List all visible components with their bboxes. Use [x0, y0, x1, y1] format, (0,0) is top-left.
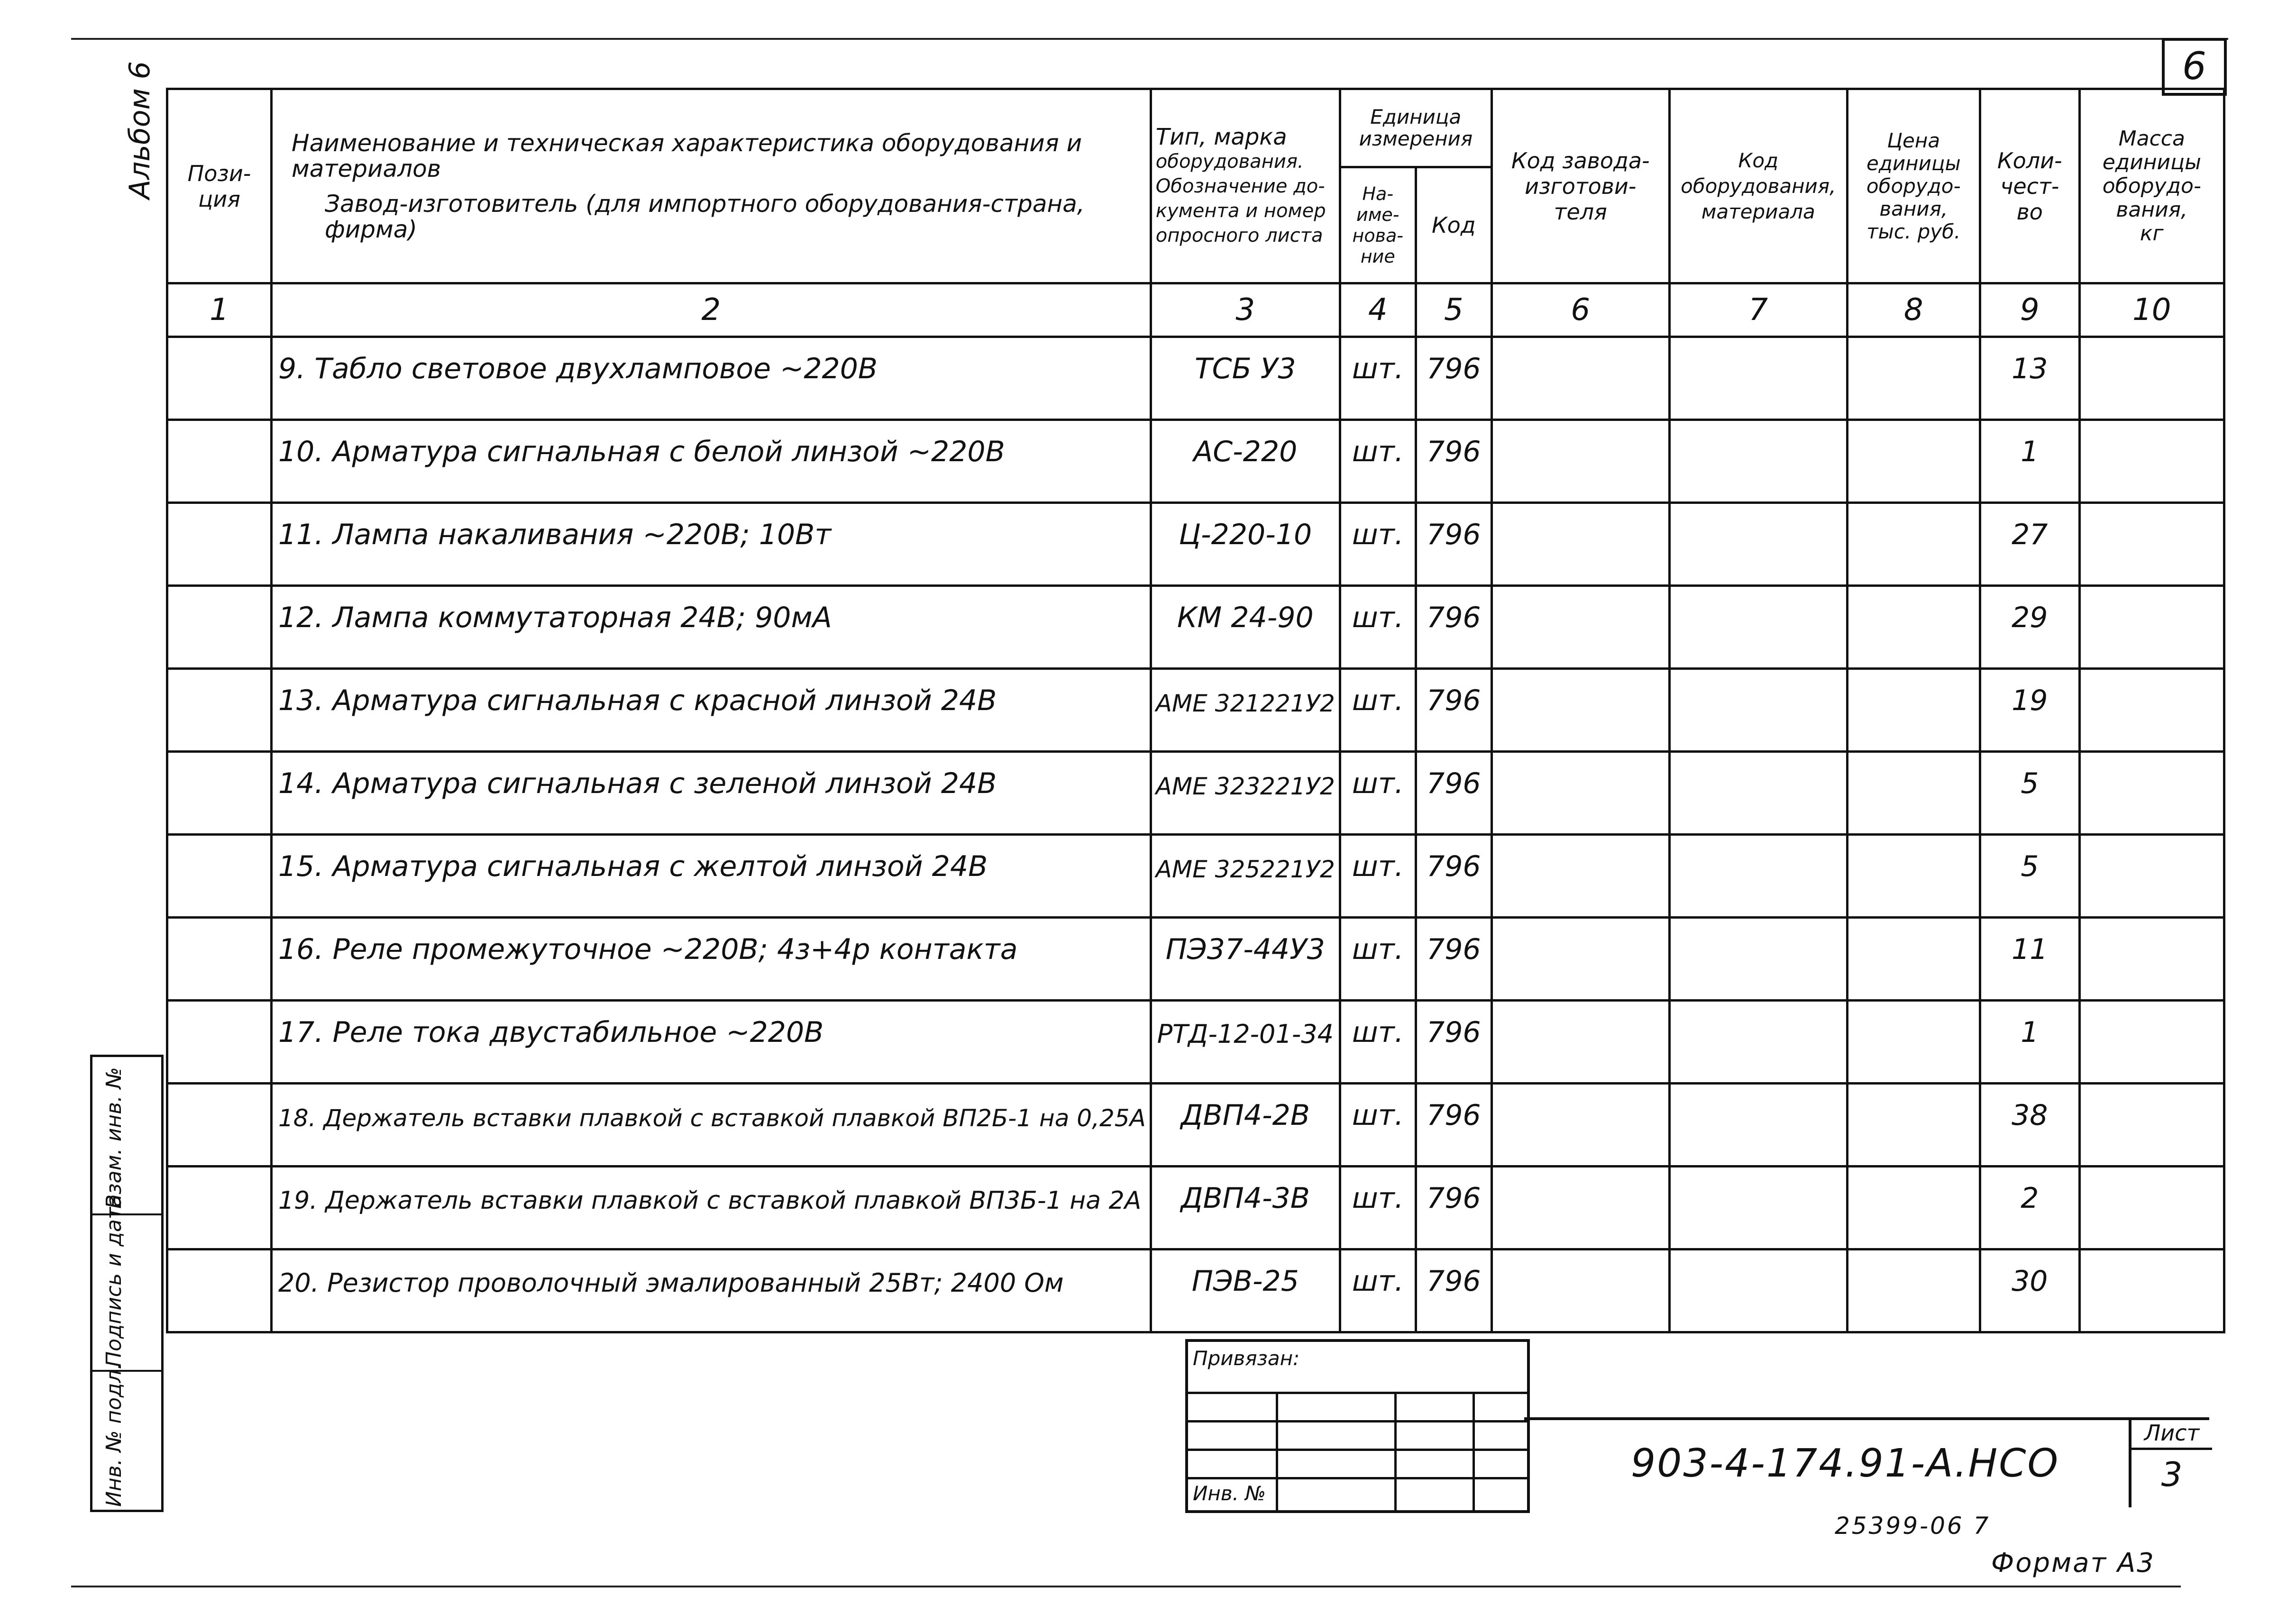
- item-name: 16. Реле промежуточное ~220В; 4з+4р контакта: [272, 918, 1151, 967]
- registration-number: 25399-06 7: [1835, 1512, 1991, 1540]
- table-row: [167, 918, 2224, 967]
- item-type: ДВП4-2В: [1151, 1084, 1340, 1132]
- item-qty: 2: [1980, 1167, 2079, 1215]
- sheet-box: [2129, 1417, 2212, 1507]
- item-type: ПЭ37-44У3: [1151, 918, 1340, 967]
- header-mass: Масса единицы оборудо- вания, кг: [2079, 89, 2224, 283]
- item-qty: 5: [1980, 835, 2079, 884]
- item-name: 13. Арматура сигнальная с красной линзой 24В: [272, 669, 1151, 718]
- item-type: ТСБ У3: [1151, 337, 1340, 386]
- item-qty: 5: [1980, 752, 2079, 801]
- item-qty: 1: [1980, 1001, 2079, 1049]
- table-row: [167, 586, 2224, 635]
- column-number: 10: [2079, 283, 2224, 337]
- stamp-divider: [1276, 1392, 1278, 1510]
- header-type: [1151, 89, 1340, 283]
- item-unit: шт.: [1340, 1249, 1416, 1298]
- column-number: 3: [1151, 283, 1340, 337]
- header-quantity: Коли- чест- во: [1980, 89, 2079, 283]
- item-unit: шт.: [1340, 420, 1416, 469]
- header-type-line3: Обозначение до-: [1155, 175, 1325, 197]
- sheet-value: 3: [2161, 1455, 2183, 1494]
- item-code: 796: [1416, 1167, 1491, 1215]
- item-unit: шт.: [1340, 669, 1416, 718]
- item-type: ДВП4-3В: [1151, 1167, 1340, 1215]
- item-qty: 13: [1980, 337, 2079, 386]
- item-type: АМЕ 321221У2: [1151, 669, 1340, 718]
- specification-table: [166, 88, 2225, 1333]
- sheet-number-top: 6: [2162, 38, 2227, 96]
- item-type: АС-220: [1151, 420, 1340, 469]
- item-type: РТД-12-01-34: [1151, 1001, 1340, 1049]
- item-qty: 29: [1980, 586, 2079, 635]
- table-row-spacer: [167, 1298, 2224, 1332]
- table-row-spacer: [167, 634, 2224, 669]
- item-code: 796: [1416, 503, 1491, 552]
- table-row: [167, 752, 2224, 801]
- item-unit: шт.: [1340, 835, 1416, 884]
- header-type-line5: опросного листа: [1155, 224, 1323, 246]
- column-number: 5: [1416, 283, 1491, 337]
- table-row: [167, 1084, 2224, 1132]
- header-name-line1: Наименование и техническая характеристика оборудования и материалов: [292, 129, 1082, 182]
- header-unit-code: Код: [1416, 167, 1491, 283]
- item-unit: шт.: [1340, 1167, 1416, 1215]
- table-row: [167, 1167, 2224, 1215]
- inv-no-label: Инв. №: [1193, 1482, 1266, 1505]
- header-type-line4: кумента и номер: [1155, 200, 1326, 222]
- header-equipment-code: Код оборудования, материала: [1669, 89, 1847, 283]
- table-row-spacer: [167, 468, 2224, 503]
- header-unit-name: На- име- нова- ние: [1340, 167, 1416, 283]
- side-approval-strip: [90, 1055, 164, 1512]
- header-name: [272, 89, 1151, 283]
- stamp-line: [1188, 1449, 1527, 1451]
- bottom-border-line: [71, 1586, 2181, 1587]
- item-unit: шт.: [1340, 586, 1416, 635]
- top-border-line: [71, 38, 2228, 40]
- item-code: 796: [1416, 918, 1491, 967]
- item-code: 796: [1416, 835, 1491, 884]
- item-unit: шт.: [1340, 752, 1416, 801]
- column-number: 7: [1669, 283, 1847, 337]
- item-qty: 38: [1980, 1084, 2079, 1132]
- item-name: 10. Арматура сигнальная с белой линзой ~220В: [272, 420, 1151, 469]
- item-code: 796: [1416, 1084, 1491, 1132]
- header-name-line2: Завод-изготовитель (для импортного оборудования-страна, фирма): [325, 190, 1085, 243]
- header-type-line1: Тип, марка: [1155, 123, 1287, 150]
- table-row-spacer: [167, 1049, 2224, 1084]
- stamp-line: [1188, 1477, 1527, 1479]
- table-row-spacer: [167, 966, 2224, 1001]
- table-row: [167, 1249, 2224, 1298]
- table-row-spacer: [167, 800, 2224, 835]
- document-designation: 903-4-174.91-А.НСО: [1631, 1441, 2059, 1486]
- item-type: АМЕ 325221У2: [1151, 835, 1340, 884]
- binding-stamp: [1185, 1339, 1530, 1513]
- item-qty: 11: [1980, 918, 2079, 967]
- side-vzam-label: Взам. инв. №: [102, 1067, 126, 1209]
- item-code: 796: [1416, 1001, 1491, 1049]
- item-qty: 1: [1980, 420, 2079, 469]
- column-number: 2: [272, 283, 1151, 337]
- stamp-divider: [1394, 1392, 1397, 1510]
- table-row-spacer: [167, 717, 2224, 752]
- header-unit-group: Единица измерения: [1340, 89, 1491, 167]
- column-numbers-row: [167, 283, 2224, 337]
- item-name: 11. Лампа накаливания ~220В; 10Вт: [272, 503, 1151, 552]
- sheet-label: Лист: [2131, 1418, 2212, 1450]
- table-row-spacer: [167, 1215, 2224, 1249]
- item-code: 796: [1416, 669, 1491, 718]
- item-name: 17. Реле тока двустабильное ~220В: [272, 1001, 1151, 1049]
- item-name: 18. Держатель вставки плавкой с вставкой плавкой ВП2Б-1 на 0,25А: [272, 1084, 1151, 1132]
- item-name: 12. Лампа коммутаторная 24В; 90мА: [272, 586, 1151, 635]
- album-label: Альбом 6: [123, 61, 156, 199]
- stamp-line: [1188, 1392, 1527, 1394]
- header-plant-code: Код завода- изготови- теля: [1491, 89, 1669, 283]
- item-type: КМ 24-90: [1151, 586, 1340, 635]
- item-name: 20. Резистор проволочный эмалированный 25Вт; 2400 Ом: [272, 1249, 1151, 1298]
- header-price: Цена единицы оборудо- вания, тыс. руб.: [1847, 89, 1980, 283]
- item-type: Ц-220-10: [1151, 503, 1340, 552]
- item-unit: шт.: [1340, 918, 1416, 967]
- stamp-line: [1188, 1420, 1527, 1422]
- item-name: 15. Арматура сигнальная с желтой линзой 24В: [272, 835, 1151, 884]
- privyazan-label: Привязан:: [1193, 1347, 1300, 1370]
- item-name: 9. Табло световое двухламповое ~220В: [272, 337, 1151, 386]
- table-row-spacer: [167, 883, 2224, 918]
- column-number: 6: [1491, 283, 1669, 337]
- column-number: 4: [1340, 283, 1416, 337]
- stamp-divider: [1473, 1392, 1475, 1510]
- side-inv-label: Инв. № подл.: [102, 1363, 126, 1507]
- table-row-spacer: [167, 1132, 2224, 1167]
- item-qty: 27: [1980, 503, 2079, 552]
- item-code: 796: [1416, 752, 1491, 801]
- item-unit: шт.: [1340, 337, 1416, 386]
- item-unit: шт.: [1340, 1084, 1416, 1132]
- table-row: [167, 1001, 2224, 1049]
- item-type: ПЭВ-25: [1151, 1249, 1340, 1298]
- item-code: 796: [1416, 420, 1491, 469]
- item-code: 796: [1416, 337, 1491, 386]
- table-row: [167, 835, 2224, 884]
- item-type: АМЕ 323221У2: [1151, 752, 1340, 801]
- item-qty: 19: [1980, 669, 2079, 718]
- column-number: 8: [1847, 283, 1980, 337]
- side-podpis-label: Подпись и дата: [102, 1194, 126, 1367]
- table-row: [167, 337, 2224, 386]
- item-qty: 30: [1980, 1249, 2079, 1298]
- item-name: 19. Держатель вставки плавкой с вставкой плавкой ВП3Б-1 на 2А: [272, 1167, 1151, 1215]
- table-row: [167, 503, 2224, 552]
- column-number: 9: [1980, 283, 2079, 337]
- item-name: 14. Арматура сигнальная с зеленой линзой 24В: [272, 752, 1151, 801]
- side-cell-podpis: [92, 1194, 161, 1372]
- side-cell-inv: [92, 1363, 161, 1509]
- item-unit: шт.: [1340, 503, 1416, 552]
- table-row-spacer: [167, 551, 2224, 586]
- table-row: [167, 420, 2224, 469]
- column-number: 1: [167, 283, 272, 337]
- header-type-line2: оборудования.: [1155, 150, 1304, 173]
- header-position: Пози- ция: [167, 89, 272, 283]
- side-cell-vzam: [92, 1057, 161, 1213]
- item-code: 796: [1416, 1249, 1491, 1298]
- format-label: Формат А3: [1991, 1548, 2155, 1578]
- item-unit: шт.: [1340, 1001, 1416, 1049]
- table-row-spacer: [167, 385, 2224, 420]
- item-code: 796: [1416, 586, 1491, 635]
- table-row: [167, 669, 2224, 718]
